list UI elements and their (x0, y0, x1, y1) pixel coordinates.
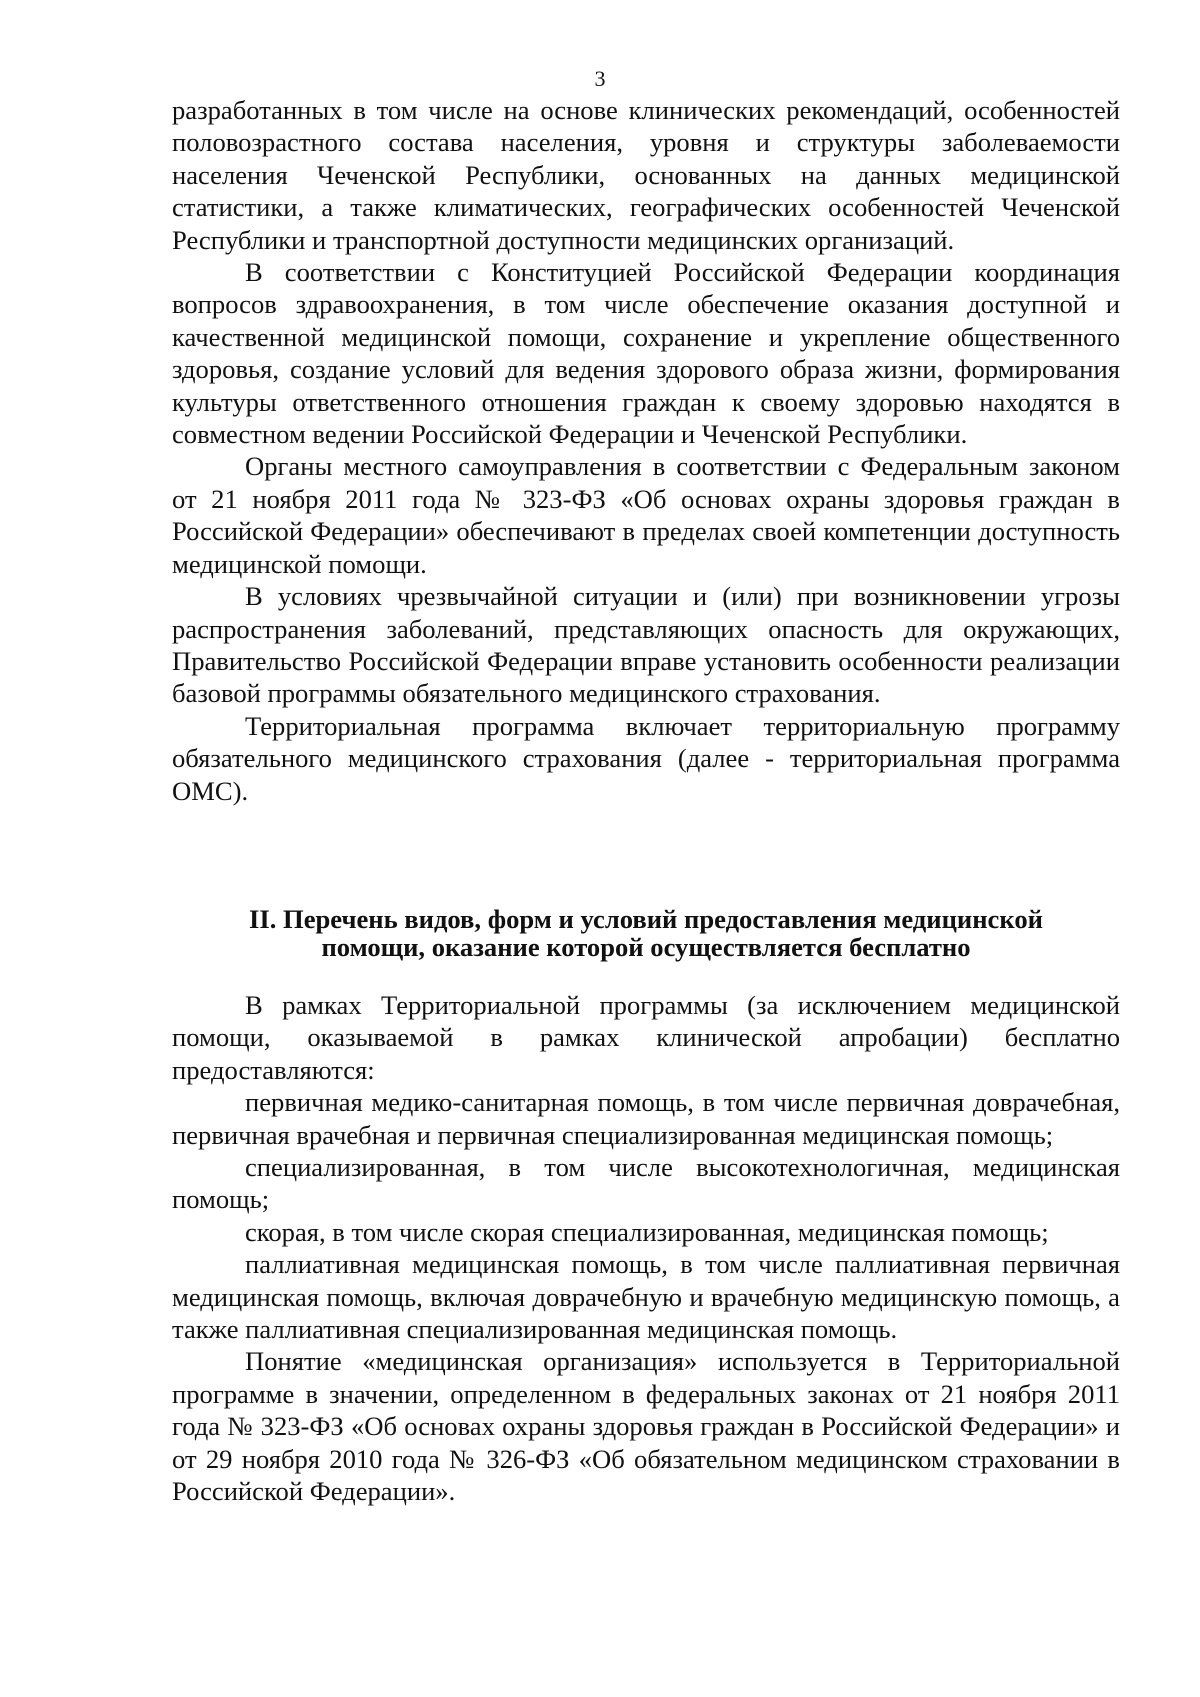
paragraph-oms-program: Территориальная программа включает территориальную программу обязательного медицинского страхования (далее - территориальная программа ОМС). (172, 710, 1120, 806)
list-item-specialized-care: специализированная, в том числе высокотехнологичная, медицинская помощь; (172, 1152, 1120, 1215)
paragraph-medical-organization-definition: Понятие «медицинская организация» используется в Территориальной программе в значении, определенном в федеральных законах от 21 ноября 2011 года № 323-ФЗ «Об основах охраны здоровья граждан в Российской Федерации» и от 29 ноября 2010 года № 326-ФЗ «Об обязательном медицинском страховании в Российской Федерации». (172, 1346, 1120, 1507)
paragraph-free-care-intro: В рамках Территориальной программы (за исключением медицинской помощи, оказываемой в рамках клинической апробации) бесплатно предоставляются: (172, 990, 1120, 1085)
section-two-text (172, 989, 1120, 1508)
list-item-primary-care: первичная медико-санитарная помощь, в том числе первичная доврачебная, первичная врачебная и первичная специализированная медицинская помощь; (172, 1087, 1120, 1150)
page-number: 3 (594, 66, 606, 91)
paragraph-constitution: В соответствии с Конституцией Российской Федерации координация вопросов здравоохранения, в том числе обеспечение оказания доступной и качественной медицинской помощи, сохранение и укрепление общественного здоровья, создание условий для ведения здорового образа жизни, формирования культуры ответственного отношения граждан к своему здоровью находятся в совместном ведении Российской Федерации и Чеченской Республики. (172, 257, 1120, 450)
list-item-palliative-care: паллиативная медицинская помощь, в том числе паллиативная первичная медицинская помощь, включая доврачебную и врачебную медицинскую помощь, а также паллиативная специализированная медицинская помощь. (172, 1249, 1120, 1345)
section-one-text (172, 94, 1120, 807)
list-item-emergency-care: скорая, в том числе скорая специализированная, медицинская помощь; (245, 1216, 1049, 1247)
paragraph-continuation: разработанных в том числе на основе клинических рекомендаций, особенностей половозрастного состава населения, уровня и структуры заболеваемости населения Чеченской Республики, основанных на данных медицинской статистики, а также климатических, географических особенностей Чеченской Республики и транспортной доступности медицинских организаций. (172, 95, 1120, 255)
paragraph-local-government: Органы местного самоуправления в соответствии с Федеральным законом от 21 ноября 2011 года № 323-ФЗ «Об основах охраны здоровья граждан в Российской Федерации» обеспечивают в пределах своей компетенции доступность медицинской помощи. (172, 451, 1120, 579)
section-two-heading-line-1: II. Перечень видов, форм и условий предоставления медицинской (249, 904, 1043, 934)
section-two-heading (172, 905, 1120, 961)
paragraph-emergency: В условиях чрезвычайной ситуации и (или) при возникновении угрозы распространения заболеваний, представляющих опасность для окружающих, Правительство Российской Федерации вправе установить особенности реализации базовой программы обязательного медицинского страхования. (172, 581, 1120, 709)
section-two-heading-line-2: помощи, оказание которой осуществляется бесплатно (321, 932, 971, 962)
